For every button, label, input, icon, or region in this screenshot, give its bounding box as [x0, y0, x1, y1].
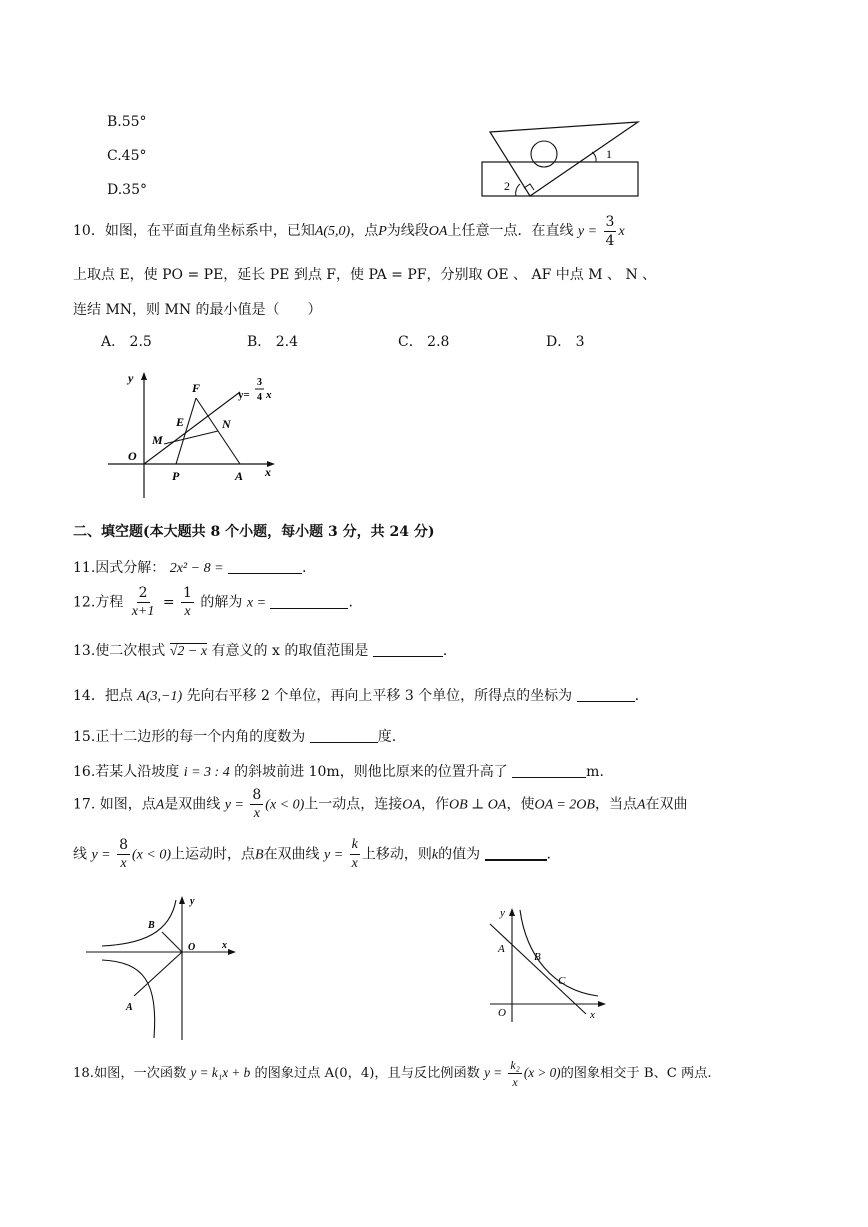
q9-option-c: C.45° [107, 148, 147, 164]
svg-text:E: E [176, 415, 185, 429]
svg-text:B: B [534, 951, 541, 963]
svg-text:x: x [266, 389, 272, 401]
svg-text:y: y [500, 907, 505, 919]
q9-label-1: 1 [606, 147, 612, 161]
q11: 11.因式分解： 2x² − 8 = . [73, 560, 307, 576]
svg-text:y: y [190, 896, 195, 907]
q10-option-b: B． 2.4 [247, 334, 299, 350]
svg-text:M: M [152, 433, 163, 447]
q9-option-b: B.55° [107, 114, 147, 130]
q18: 18.如图，一次函数 y = k₁x + b 的图象过点 A(0，4)，且与反比例函数 y = $\frac{\text{k₂}}{x}$ (x > 0)的图象相交于 B、C 两点. [73, 1058, 712, 1089]
section-title-fill-in: 二、填空题(本大题共 8 个小题，每小题 3 分，共 24 分) [73, 524, 435, 540]
q10-option-c: C． 2.8 [398, 334, 450, 350]
svg-text:P: P [172, 469, 180, 483]
q10-option-d: D． 3 [546, 334, 585, 350]
q17-figure [82, 892, 242, 1042]
q15-answer-blank[interactable] [310, 728, 378, 743]
q14: 14．把点 A(3,−1) 先向右平移 2 个单位，再向上平移 3 个单位，所得点的坐标为 . [73, 688, 640, 704]
q9-figure [470, 112, 650, 204]
svg-text:y: y [128, 371, 134, 385]
q12: 12.方程 $\frac{2}{x+1}$ = $\frac{1}{x}$ 的解为 x = . [73, 585, 353, 619]
svg-text:A: A [126, 1002, 133, 1013]
svg-text:x: x [590, 1009, 595, 1021]
q12-answer-blank[interactable] [270, 594, 348, 609]
q9-label-2: 2 [504, 179, 510, 193]
q11-answer-blank[interactable] [228, 559, 302, 574]
svg-text:4: 4 [257, 392, 262, 403]
svg-text:C: C [558, 975, 566, 987]
q13: 13.使二次根式 √2 − x 有意义的 x 的取值范围是 . [73, 643, 448, 659]
svg-text:y=: y= [238, 389, 250, 401]
q17-line2: 线 y = $\frac{8}{x}$ (x < 0)上运动时，点B在双曲线 y = $\frac{k}{x}$ 上移动，则k的值为 . [73, 837, 551, 871]
svg-text:O: O [188, 942, 196, 953]
q10-line2: 上取点 E，使 PO = PE，延长 PE 到点 F，使 PA = PF，分别取 OE 、 AF 中点 M 、 N 、 [73, 267, 657, 283]
q15: 15.正十二边形的每一个内角的度数为 度. [73, 729, 397, 745]
svg-text:A: A [235, 469, 244, 483]
q10-line1: 10．如图，在平面直角坐标系中，已知A(5,0)，点P为线段OA上任意一点．在直线 y = $\frac{3}{4}$ x [73, 213, 625, 249]
q14-answer-blank[interactable] [577, 687, 635, 702]
q16-answer-blank[interactable] [512, 763, 586, 778]
q10-fraction: $\frac{3}{4}$ [605, 213, 615, 249]
q17-line1: 17. 如图，点A是双曲线 y = $\frac{8}{x}$ (x < 0)上一动点，连接OA，作OB ⊥ OA，使OA = 2OB，当点A在双曲 [73, 787, 688, 821]
q13-answer-blank[interactable] [373, 642, 443, 657]
q10-line3: 连结 MN，则 MN 的最小值是（ ） [73, 302, 322, 318]
q9-option-d: D.35° [107, 182, 147, 198]
q17-answer-blank[interactable] [485, 845, 547, 861]
q16: 16.若某人沿坡度 i = 3 : 4 的斜坡前进 10m，则他比原来的位置升高了 m. [73, 764, 604, 780]
svg-text:A: A [498, 943, 505, 955]
svg-text:B: B [148, 920, 155, 931]
svg-text:O: O [128, 449, 137, 463]
q18-figure [482, 904, 612, 1024]
svg-text:3: 3 [257, 377, 262, 388]
q10-figure [100, 368, 290, 503]
q10-option-a: A． 2.5 [101, 334, 152, 350]
svg-text:F: F [192, 381, 201, 395]
svg-text:x: x [222, 940, 227, 951]
svg-text:x: x [265, 465, 271, 479]
svg-text:O: O [498, 1007, 506, 1019]
svg-text:N: N [222, 417, 231, 431]
